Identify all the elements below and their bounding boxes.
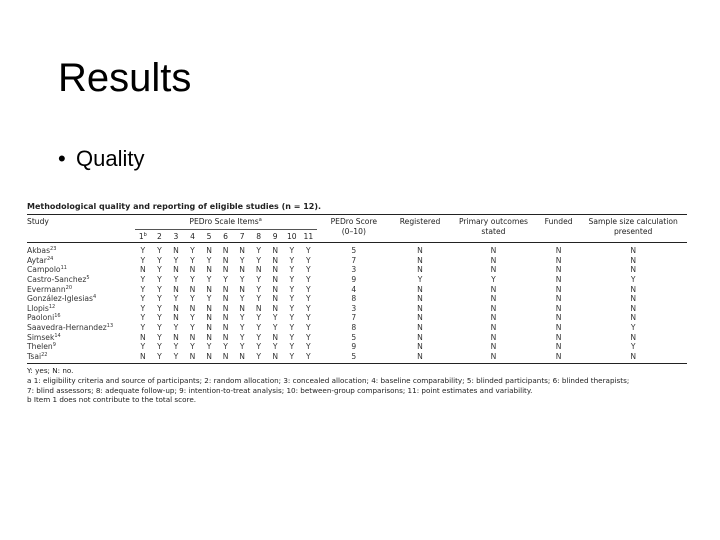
item-cell: Y	[289, 313, 295, 323]
primary-cell: N	[490, 303, 497, 313]
item-cell: Y	[173, 294, 179, 304]
item-cell: Y	[256, 255, 261, 265]
item-cell: Y	[306, 265, 311, 275]
table-row	[27, 265, 687, 275]
item-cell: Y	[157, 322, 162, 332]
item-cell: Y	[306, 246, 311, 256]
registered-cell: N	[417, 332, 423, 342]
registered-cell: N	[417, 322, 423, 332]
item-cell: N	[206, 246, 212, 256]
item-cell: N	[217, 352, 234, 364]
score-cell: 3	[351, 303, 357, 313]
item-cell: Y	[256, 342, 261, 352]
item-cell: Y	[272, 342, 278, 352]
header-sample-size: Sample size calculation presented	[579, 215, 687, 243]
funded-cell: N	[555, 255, 562, 265]
funded-cell: N	[555, 313, 562, 323]
sample-cell: N	[630, 284, 636, 294]
item-cell: N	[135, 352, 152, 364]
table-row	[27, 243, 687, 256]
item-cell: Y	[140, 255, 146, 265]
table-note: a 1: eligibility criteria and source of participants; 2: random allocation; 3: concealed allocation; 4: baseline comparability; 5: blinded participants; 6: blinded therapists;	[27, 375, 630, 385]
item-cell: Y	[239, 322, 245, 332]
sample-cell: Y	[630, 342, 636, 352]
primary-cell: N	[490, 246, 497, 256]
score-cell: 7	[351, 313, 357, 323]
score-cell: 9	[351, 342, 357, 352]
item-cell: N	[184, 352, 201, 364]
table-note: b Item 1 does not contribute to the total score.	[27, 395, 197, 405]
table-header-row	[27, 215, 687, 230]
item-cell: Y	[157, 284, 162, 294]
registered-cell: N	[391, 352, 449, 364]
table-note: Y: yes; N: no.	[27, 366, 74, 376]
item-cell: N	[206, 265, 212, 275]
item-cell: Y	[173, 255, 179, 265]
score-cell: 4	[351, 284, 357, 294]
item-cell: Y	[239, 342, 245, 352]
item-cell: N	[255, 265, 262, 275]
item-cell: Y	[173, 274, 179, 284]
item-cell: Y	[168, 352, 185, 364]
study-name-cell: Evermann$^{20}$	[27, 284, 73, 294]
header-funded: Funded	[538, 215, 579, 243]
item-cell: Y	[256, 313, 261, 323]
item-cell: Y	[157, 313, 162, 323]
item-cell: Y	[306, 313, 311, 323]
study-name-cell: González-Iglesias$^4$	[27, 294, 97, 304]
table-body	[27, 243, 687, 364]
item-cell: Y	[306, 274, 311, 284]
funded-cell: N	[538, 352, 579, 364]
item-cell: Y	[190, 246, 195, 256]
item-cell: Y	[306, 284, 311, 294]
item-cell: N	[222, 246, 229, 256]
item-cell: N	[206, 303, 212, 313]
item-cell: N	[255, 303, 262, 313]
quality-table-figure	[27, 200, 687, 405]
item-cell: Y	[289, 284, 295, 294]
item-cell: N	[173, 313, 179, 323]
item-cell: N	[239, 246, 245, 256]
item-cell: Y	[190, 313, 195, 323]
item-cell: Y	[256, 284, 261, 294]
item-cell: Y	[173, 342, 179, 352]
bullet-item	[58, 146, 144, 172]
item-cell: N	[201, 352, 218, 364]
item-cell: Y	[140, 274, 146, 284]
item-cell: Y	[157, 342, 162, 352]
sample-cell: N	[630, 313, 636, 323]
funded-cell: N	[555, 303, 562, 313]
study-name-cell: Thelen$^9$	[27, 342, 56, 352]
item-number-8: 8	[256, 231, 262, 241]
item-cell: Y	[239, 294, 245, 304]
item-cell: N	[239, 303, 245, 313]
item-cell: Y	[272, 313, 278, 323]
primary-cell: N	[490, 284, 497, 294]
table-row	[27, 352, 687, 364]
funded-cell: N	[555, 332, 562, 342]
item-cell: Y	[306, 303, 311, 313]
primary-cell: N	[490, 332, 497, 342]
primary-cell: N	[490, 342, 497, 352]
study-name-cell: Tsai$^{22}$	[27, 352, 135, 364]
item-cell: Y	[206, 274, 212, 284]
item-cell: N	[272, 332, 279, 342]
table-notes	[27, 366, 687, 404]
table-row	[27, 342, 687, 352]
primary-cell: N	[449, 352, 538, 364]
item-cell: Y	[289, 342, 295, 352]
sample-cell: N	[630, 265, 636, 275]
item-cell: Y	[250, 352, 267, 364]
item-cell: N	[206, 332, 212, 342]
registered-cell: N	[417, 313, 423, 323]
item-cell: N	[272, 303, 279, 313]
item-cell: N	[272, 274, 279, 284]
funded-cell: N	[555, 265, 562, 275]
item-cell: Y	[284, 352, 301, 364]
item-cell: Y	[140, 342, 146, 352]
table-note: 7: blind assessors; 8: adequate follow-up; 9: intention-to-treat analysis; 10: between-group comparisons; 11: point estimates and variability.	[27, 385, 533, 395]
item-cell: Y	[223, 274, 228, 284]
item-cell: Y	[306, 322, 311, 332]
item-number-5: 5	[206, 231, 212, 241]
primary-cell: Y	[491, 274, 496, 284]
item-cell: Y	[239, 274, 245, 284]
funded-cell: N	[555, 322, 562, 332]
item-cell: N	[234, 352, 251, 364]
funded-cell: N	[555, 284, 562, 294]
item-cell: N	[173, 246, 179, 256]
study-name-cell: Aytar$^{24}$	[27, 255, 54, 265]
item-cell: Y	[289, 303, 295, 313]
item-cell: N	[140, 332, 146, 342]
sample-cell: N	[630, 246, 636, 256]
registered-cell: N	[417, 342, 423, 352]
score-cell: 8	[351, 294, 357, 304]
item-cell: Y	[239, 332, 245, 342]
sample-cell: Y	[630, 274, 636, 284]
item-cell: N	[189, 265, 196, 275]
item-cell: Y	[289, 246, 295, 256]
item-cell: Y	[256, 274, 261, 284]
registered-cell: Y	[417, 274, 423, 284]
item-cell: Y	[140, 322, 146, 332]
registered-cell: N	[417, 294, 423, 304]
item-cell: N	[222, 303, 229, 313]
item-cell: N	[173, 265, 179, 275]
table-row	[27, 294, 687, 304]
item-cell: Y	[206, 255, 212, 265]
primary-cell: N	[490, 255, 497, 265]
item-cell: Y	[206, 342, 212, 352]
item-cell: N	[189, 303, 196, 313]
item-cell: Y	[300, 352, 317, 364]
item-number-7: 7	[239, 231, 245, 241]
item-cell: Y	[289, 332, 295, 342]
header-study: Study	[27, 215, 135, 243]
sample-cell: N	[630, 303, 636, 313]
item-cell: N	[222, 255, 229, 265]
item-cell: Y	[190, 294, 195, 304]
primary-cell: N	[490, 265, 497, 275]
funded-cell: N	[555, 342, 562, 352]
item-cell: N	[272, 255, 279, 265]
item-cell: Y	[239, 313, 245, 323]
item-cell: N	[239, 284, 245, 294]
slide-title: Results	[58, 56, 192, 100]
item-cell: Y	[272, 322, 278, 332]
item-cell: N	[206, 284, 212, 294]
registered-cell: N	[417, 265, 423, 275]
registered-cell: N	[417, 303, 423, 313]
item-cell: Y	[157, 274, 162, 284]
registered-cell: N	[417, 284, 423, 294]
score-cell: 7	[351, 255, 357, 265]
item-cell: Y	[190, 255, 195, 265]
item-cell: N	[222, 322, 229, 332]
bullet-marker: •	[58, 146, 66, 171]
item-cell: N	[222, 313, 229, 323]
item-cell: Y	[157, 294, 162, 304]
score-cell: 8	[351, 322, 357, 332]
registered-cell: N	[417, 246, 423, 256]
funded-cell: N	[555, 246, 562, 256]
registered-cell: N	[417, 255, 423, 265]
item-cell: N	[206, 313, 212, 323]
item-cell: N	[239, 265, 245, 275]
item-cell: Y	[157, 246, 162, 256]
funded-cell: N	[555, 274, 562, 284]
item-cell: Y	[306, 255, 311, 265]
funded-cell: N	[555, 294, 562, 304]
item-cell: Y	[289, 322, 295, 332]
item-cell: Y	[157, 265, 162, 275]
item-number-11: 11	[303, 231, 314, 241]
item-cell: Y	[190, 322, 195, 332]
item-cell: Y	[151, 352, 168, 364]
item-number-1: 1$^b$	[138, 231, 147, 241]
item-cell: Y	[289, 265, 295, 275]
item-cell: N	[222, 284, 229, 294]
item-cell: Y	[140, 303, 146, 313]
item-cell: N	[173, 303, 179, 313]
sample-cell: Y	[630, 322, 636, 332]
header-pedro-items: PEDro Scale Items$^a$	[135, 215, 317, 230]
item-cell: N	[222, 332, 229, 342]
table-row	[27, 333, 687, 343]
sample-cell: N	[630, 332, 636, 342]
item-cell: N	[272, 284, 279, 294]
study-name-cell: Campolo$^{11}$	[27, 265, 67, 275]
primary-cell: N	[490, 322, 497, 332]
primary-cell: N	[490, 294, 497, 304]
item-cell: N	[206, 322, 212, 332]
table-row	[27, 285, 687, 295]
item-cell: N	[173, 332, 179, 342]
score-cell: 5	[351, 246, 357, 256]
item-cell: Y	[140, 294, 146, 304]
item-cell: Y	[256, 322, 261, 332]
sample-cell: N	[630, 255, 636, 265]
item-cell: Y	[289, 274, 295, 284]
score-cell: 9	[351, 274, 357, 284]
item-cell: N	[140, 265, 146, 275]
item-cell: N	[267, 352, 284, 364]
sample-cell: N	[630, 294, 636, 304]
item-cell: Y	[190, 342, 195, 352]
item-cell: Y	[289, 294, 295, 304]
item-cell: Y	[306, 294, 311, 304]
item-cell: N	[189, 284, 196, 294]
item-cell: Y	[256, 246, 261, 256]
study-name-cell: Castro-Sanchez$^5$	[27, 274, 90, 284]
study-name-cell: Paoloni$^{16}$	[27, 313, 61, 323]
item-cell: Y	[157, 255, 162, 265]
primary-cell: N	[490, 313, 497, 323]
item-cell: Y	[306, 342, 311, 352]
item-number-2: 2	[156, 231, 162, 241]
quality-table	[27, 214, 687, 364]
item-cell: N	[272, 246, 279, 256]
table-row	[27, 275, 687, 285]
item-number-10: 10	[286, 231, 297, 241]
table-row	[27, 304, 687, 314]
study-name-cell: Simsek$^{14}$	[27, 332, 61, 342]
score-cell: 5	[351, 332, 357, 342]
item-cell: Y	[306, 332, 311, 342]
item-cell: Y	[289, 255, 295, 265]
header-pedro-score: PEDro Score (0–10)	[317, 215, 391, 243]
item-cell: Y	[173, 322, 179, 332]
study-name-cell: Saavedra-Hernandez$^{13}$	[27, 322, 114, 332]
item-cell: Y	[157, 332, 162, 342]
item-cell: Y	[140, 284, 146, 294]
item-number-6: 6	[223, 231, 228, 241]
item-cell: Y	[206, 294, 212, 304]
item-cell: Y	[140, 313, 146, 323]
table-row	[27, 323, 687, 333]
sample-cell: N	[579, 352, 687, 364]
study-name-cell: Akbas$^{23}$	[27, 246, 57, 256]
item-cell: N	[222, 294, 229, 304]
item-number-9: 9	[272, 231, 278, 241]
item-cell: Y	[256, 332, 261, 342]
item-cell: N	[189, 332, 196, 342]
item-cell: Y	[239, 255, 245, 265]
header-primary-outcomes: Primary outcomes stated	[449, 215, 538, 243]
bullet-text: Quality	[76, 146, 145, 171]
item-cell: Y	[223, 342, 228, 352]
item-cell: N	[222, 265, 229, 275]
table-caption: Methodological quality and reporting of eligible studies (n = 12).	[27, 202, 322, 211]
item-cell: Y	[157, 303, 162, 313]
score-cell: 3	[351, 265, 357, 275]
table-row	[27, 256, 687, 266]
item-number-3: 3	[173, 231, 179, 241]
study-name-cell: Llopis$^{12}$	[27, 303, 56, 313]
item-cell: N	[173, 284, 179, 294]
header-registered: Registered	[391, 215, 449, 243]
item-number-4: 4	[190, 231, 195, 241]
item-cell: Y	[190, 274, 195, 284]
table-row	[27, 313, 687, 323]
item-cell: Y	[256, 294, 261, 304]
score-cell: 5	[317, 352, 391, 364]
item-cell: N	[272, 294, 279, 304]
item-cell: N	[272, 265, 279, 275]
item-cell: Y	[140, 246, 146, 256]
